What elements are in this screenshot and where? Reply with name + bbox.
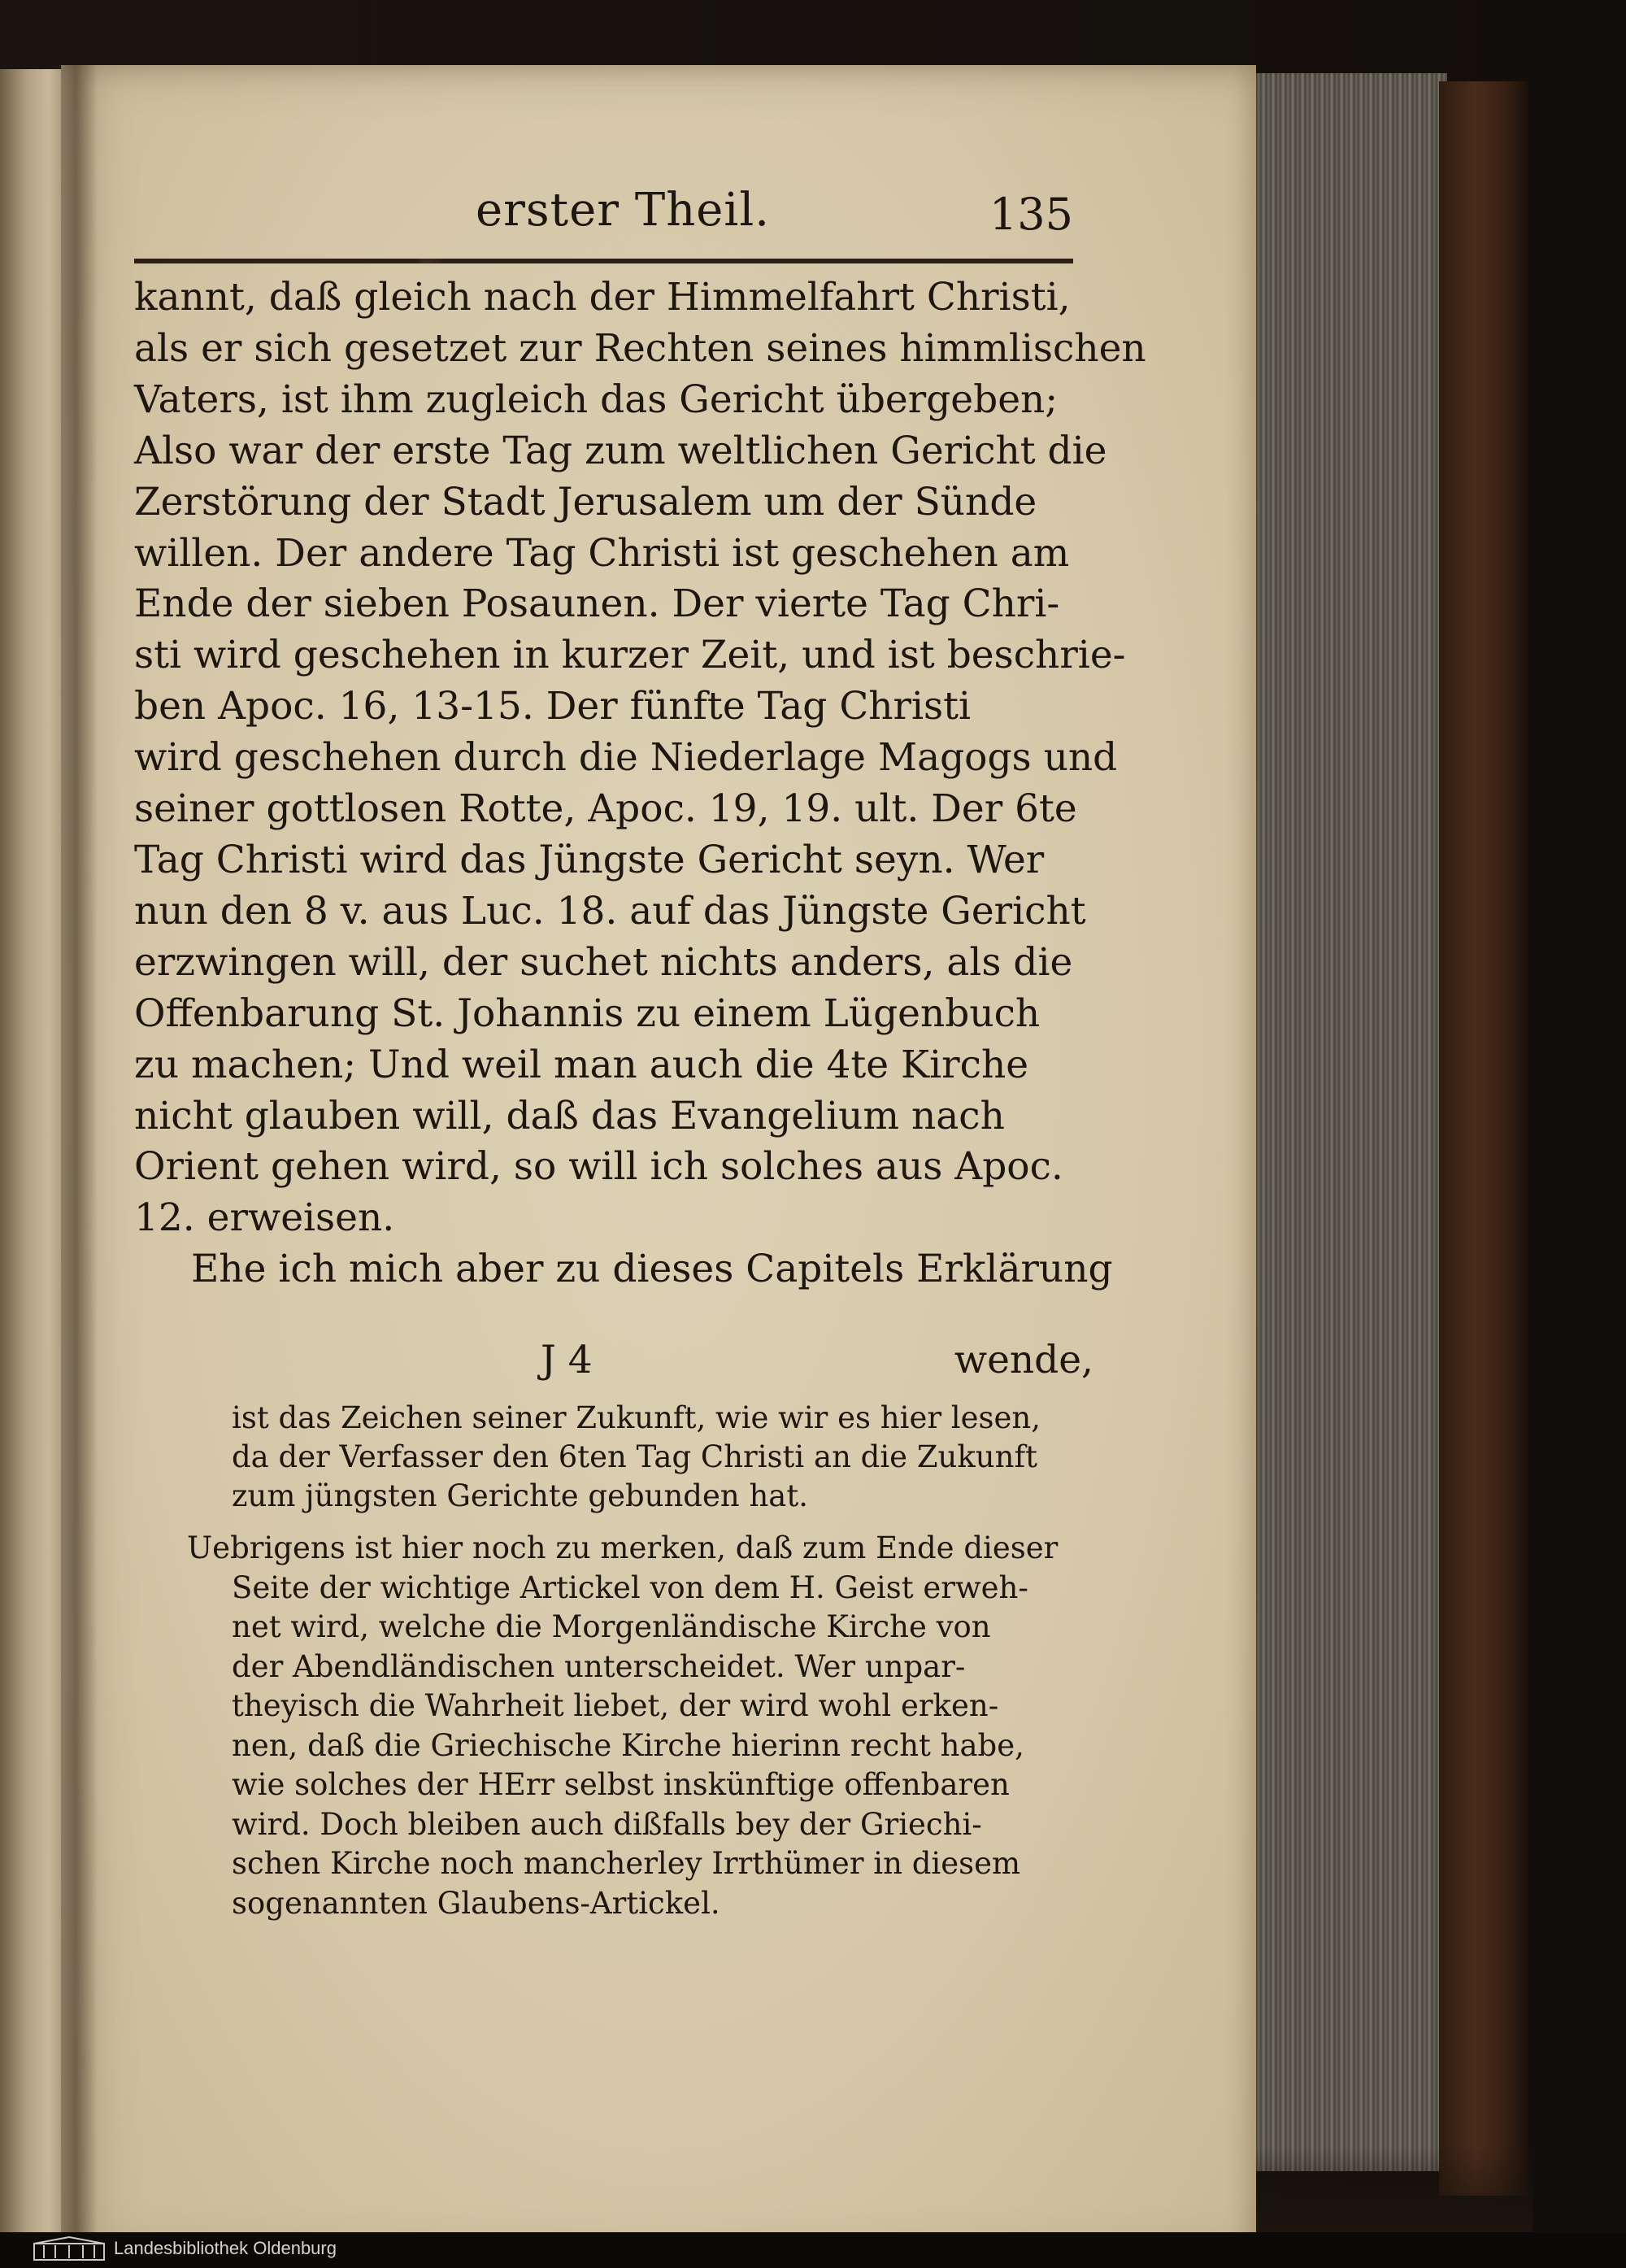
note-line: theyisch die Wahrheit liebet, der wird wohl erken- [232, 1688, 999, 1723]
text-line: kannt, daß gleich nach der Himmelfahrt Christi, [134, 275, 1071, 320]
text-line: Ehe ich mich aber zu dieses Capitels Erklärung [191, 1247, 1113, 1292]
text-line: 12. erweisen. [134, 1195, 395, 1241]
signature-mark: J 4 [541, 1338, 593, 1382]
header-rule [134, 259, 1073, 263]
main-text [134, 272, 1146, 1295]
text-line: Vaters, ist ihm zugleich das Gericht übergeben; [134, 377, 1059, 422]
text-line: Zerstörung der Stadt Jerusalem um der Sünde [134, 479, 1037, 525]
cover-shadow [1256, 2147, 1533, 2236]
running-title: erster Theil. [476, 184, 771, 237]
text-line: erzwingen will, der suchet nichts anders, als die [134, 939, 1073, 985]
note-line: sogenannten Glaubens-Artickel. [232, 1885, 720, 1921]
note-line: schen Kirche noch mancherley Irrthümer in diesem [232, 1846, 1021, 1881]
note-line: Uebrigens ist hier noch zu merken, daß zum Ende dieser [187, 1530, 1059, 1565]
note-line: zum jüngsten Gerichte gebunden hat. [232, 1478, 808, 1513]
text-line: als er sich gesetzet zur Rechten seines himmlischen [134, 325, 1146, 371]
text-line: Ende der sieben Posaunen. Der vierte Tag Chri- [134, 581, 1060, 627]
text-line: Offenbarung St. Johannis zu einem Lügenbuch [134, 990, 1041, 1036]
text-line: nun den 8 v. aus Luc. 18. auf das Jüngste Gericht [134, 888, 1086, 934]
catch-line [134, 1338, 1093, 1386]
note-line: ist das Zeichen seiner Zukunft, wie wir es hier lesen, [232, 1400, 1041, 1435]
library-name: Landesbibliothek Oldenburg [114, 2238, 337, 2258]
text-line: Tag Christi wird das Jüngste Gericht seyn. Wer [134, 837, 1045, 882]
text-line: willen. Der andere Tag Christi ist geschehen am [134, 530, 1070, 576]
text-line: ben Apoc. 16, 13-15. Der fünfte Tag Christi [134, 684, 972, 729]
text-line: sti wird geschehen in kurzer Zeit, und ist beschrie- [134, 633, 1126, 678]
page-block-edges [1256, 73, 1447, 2171]
leather-cover [1439, 81, 1528, 2196]
note-line: Seite der wichtige Artickel von dem H. Geist erweh- [232, 1569, 1028, 1605]
page-number: 135 [989, 189, 1073, 240]
text-line: Also war der erste Tag zum weltlichen Gericht die [134, 428, 1107, 473]
catchword: wende, [954, 1338, 1093, 1382]
text-line: nicht glauben will, daß das Evangelium nach [134, 1093, 1005, 1138]
note-line: der Abendländischen unterscheidet. Wer unpar- [232, 1648, 966, 1684]
text-line: Orient gehen wird, so will ich solches aus Apoc. [134, 1144, 1063, 1190]
footnote-continuation [232, 1399, 1093, 1516]
footnote-paragraph [187, 1529, 1098, 1923]
page-header [134, 177, 1073, 242]
note-line: wie solches der HErr selbst inskünftige offenbaren [232, 1767, 1010, 1802]
note-line: wird. Doch bleiben auch dißfalls bey der Griechi- [232, 1806, 982, 1842]
gutter-shadow [49, 65, 98, 2261]
text-line: wird geschehen durch die Niederlage Magogs und [134, 735, 1118, 781]
note-line: nen, daß die Griechische Kirche hierinn recht habe, [232, 1727, 1024, 1763]
note-line: da der Verfasser den 6ten Tag Christi an die Zukunft [232, 1439, 1038, 1474]
library-building-icon [33, 2235, 106, 2261]
text-line: seiner gottlosen Rotte, Apoc. 19, 19. ult. Der 6te [134, 786, 1077, 832]
text-line: zu machen; Und weil man auch die 4te Kirche [134, 1042, 1029, 1087]
note-line: net wird, welche die Morgenländische Kirche von [232, 1609, 991, 1644]
